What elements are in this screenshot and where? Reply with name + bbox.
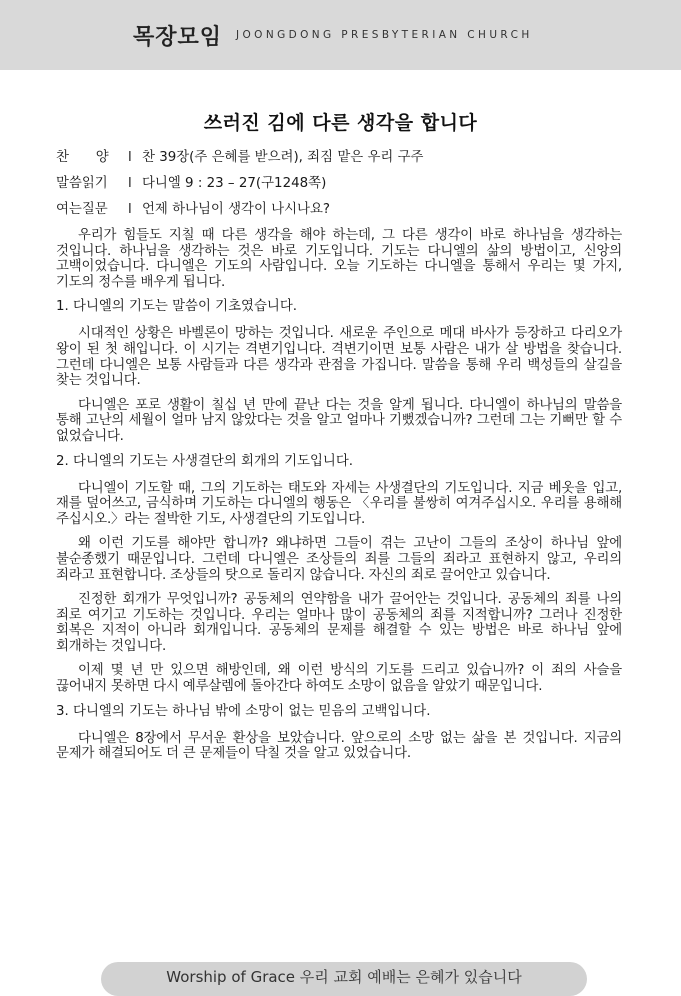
info-separator: l	[128, 176, 132, 191]
paragraph: 이제 몇 년 만 있으면 해방인데, 왜 이런 방식의 기도를 드리고 있습니까? 이 죄의 사슬을 끊어내지 못하면 다시 예루살렘에 돌아간다 하여도 소망이 없음을 알았기 때문입니다.	[56, 663, 622, 695]
info-row-opening-question	[56, 200, 622, 219]
info-separator: l	[128, 150, 132, 165]
header-subtitle: JOONGDONG PRESBYTERIAN CHURCH	[236, 29, 533, 41]
info-row-hymn	[56, 148, 622, 167]
info-value: 언제 하나님이 생각이 나시나요?	[142, 202, 331, 217]
paragraph: 왜 이런 기도를 해야만 합니까? 왜냐하면 그들이 겪는 고난이 그들의 조상이 하나님 앞에 불순종했기 때문입니다. 그런데 다니엘은 조상들의 죄를 그들의 죄라고 표현하지 않고, 우리의 죄라고 표현합니다. 조상들의 탓으로 돌리지 않습니다. 자신의 죄로 끌어안고 있습니다.	[56, 536, 622, 583]
info-label: 찬 양	[56, 150, 109, 165]
paragraph: 진정한 회개가 무엇입니까? 공동체의 연약함을 내가 끌어안는 것입니다. 공동체의 죄를 나의 죄로 여기고 기도하는 것입니다. 우리는 얼마나 많이 공동체의 죄를 지적합니까? 그러나 진정한 회복은 지적이 아니라 회개입니다. 공동체의 문제를 해결할 수 있는 방법은 바로 하나님 앞에 회개하는 것입니다.	[56, 592, 622, 654]
paragraph: 시대적인 상황은 바벨론이 망하는 것입니다. 새로운 주인으로 메대 바사가 등장하고 다리오가 왕이 된 첫 해입니다. 이 시기는 격변기입니다. 격변기이면 보통 사람은 내가 살 방법을 찾습니다. 그런데 다니엘은 보통 사람들과 다른 생각과 관점을 가집니다. 말씀을 통해 우리 백성들의 살길을 찾는 것입니다.	[56, 326, 622, 389]
header-title: 목장모임	[133, 24, 223, 50]
document-title: 쓰러진 김에 다른 생각을 합니다	[203, 112, 478, 134]
info-value: 찬 39장(주 은혜를 받으려), 죄짐 맡은 우리 구주	[142, 150, 424, 165]
info-separator: l	[128, 202, 132, 217]
info-row-scripture	[56, 174, 622, 193]
page-header	[0, 0, 681, 70]
document-body	[56, 148, 622, 771]
info-label: 말씀읽기	[56, 176, 108, 191]
section-heading-3: 3. 다니엘의 기도는 하나님 밖에 소망이 없는 믿음의 고백입니다.	[56, 703, 431, 719]
paragraph: 다니엘이 기도할 때, 그의 기도하는 태도와 자세는 사생결단의 기도입니다. 지금 베옷을 입고, 재를 덮어쓰고, 금식하며 기도하는 다니엘의 행동은 〈우리를 불쌍히 여겨주십시오. 우리를 용해해 주십시오.〉라는 절박한 기도, 사생결단의 기도입니다.	[56, 480, 622, 527]
section-heading-1: 1. 다니엘의 기도는 말씀이 기초였습니다.	[56, 299, 298, 315]
footer-banner: Worship of Grace 우리 교회 예배는 은혜가 있습니다	[101, 962, 587, 996]
intro-paragraph: 우리가 힘들도 지칠 때 다른 생각을 해야 하는데, 그 다른 생각이 바로 하나님을 생각하는 것입니다. 하나님을 생각하는 것은 바로 기도입니다. 기도는 다니엘의 삶의 방법이고, 신앙의 고백이었습니다. 다니엘은 기도의 사람입니다. 오늘 기도하는 다니엘을 통해서 우리는 몇 가지, 기도의 정수를 배우게 됩니다.	[56, 228, 622, 290]
paragraph: 다니엘은 포로 생활이 칠십 년 만에 끝난 다는 것을 알게 됩니다. 다니엘이 하나님의 말씀을 통해 고난의 세월이 얼마 남지 않았다는 것을 알고 얼마나 기뻤겠습니까? 그런데 그는 기뻐만 할 수 없었습니다.	[56, 397, 622, 444]
paragraph: 다니엘은 8장에서 무서운 환상을 보았습니다. 앞으로의 소망 없는 삶을 본 것입니다. 지금의 문제가 해결되어도 더 큰 문제들이 닥칠 것을 알고 있었습니다.	[56, 730, 622, 762]
section-heading-2: 2. 다니엘의 기도는 사생결단의 회개의 기도입니다.	[56, 453, 354, 469]
info-label: 여는질문	[56, 202, 108, 217]
info-value: 다니엘 9 : 23 – 27(구1248쪽)	[142, 176, 327, 191]
